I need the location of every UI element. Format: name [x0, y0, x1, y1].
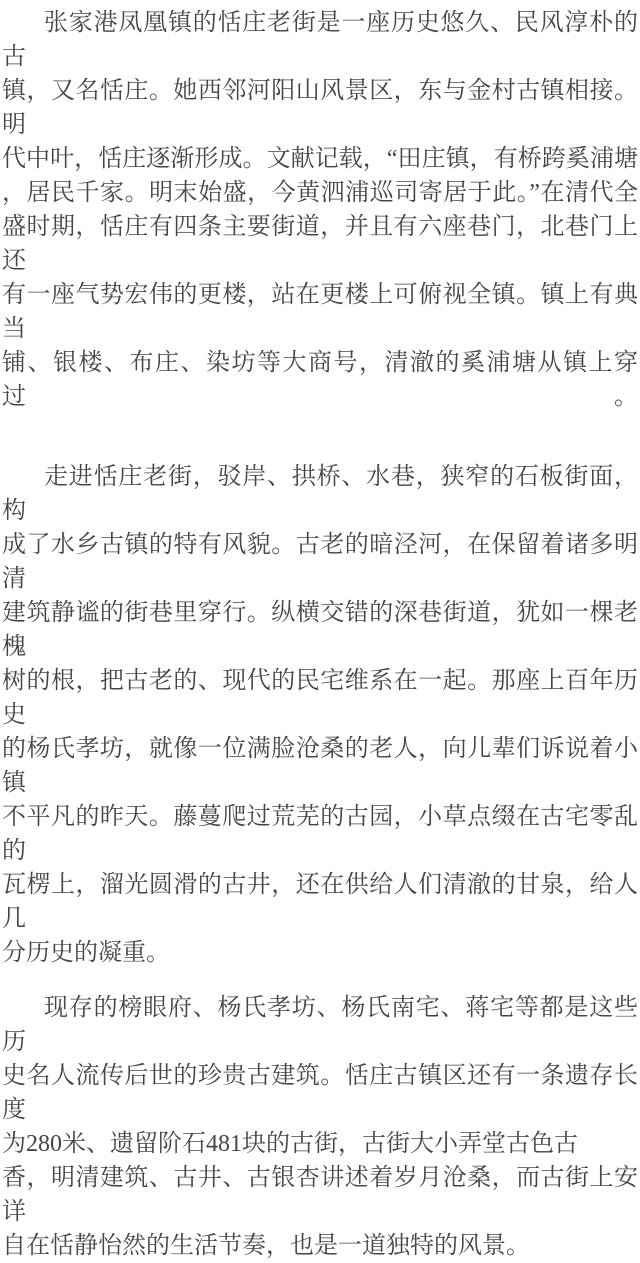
text-line: 镇，又名恬庄。她西邻河阳山风景区，东与金村古镇相接。明: [2, 78, 638, 138]
text-line: 铺、银楼、布庄、染坊等大商号，清澈的奚浦塘从镇上穿过。: [2, 350, 638, 410]
text-line: 建筑静谧的街巷里穿行。纵横交错的深巷街道，犹如一棵老槐: [2, 600, 638, 660]
text-line: 分历史的凝重。: [2, 940, 170, 966]
text-line: 史名人流传后世的珍贵古建筑。恬庄古镇区还有一条遗存长度: [2, 1063, 638, 1123]
text-line: 现存的榜眼府、杨氏孝坊、杨氏南宅、蒋宅等都是这些历: [2, 995, 638, 1055]
text-line: 自在恬静怡然的生活节奏，也是一道独特的风景。: [2, 1233, 530, 1259]
text-line: 盛时期，恬庄有四条主要街道，并且有六座巷门，北巷门上还: [2, 214, 638, 274]
text-line: 张家港凤凰镇的恬庄老街是一座历史悠久、民风淳朴的古: [2, 10, 638, 70]
text-line: 的杨氏孝坊，就像一位满脸沧桑的老人，向儿辈们诉说着小镇: [2, 736, 638, 796]
text-line: 树的根，把古老的、现代的民宅维系在一起。那座上百年历史: [2, 668, 638, 728]
text-line: 有一座气势宏伟的更楼，站在更楼上可俯视全镇。镇上有典当: [2, 282, 638, 342]
text-line: 代中叶，恬庄逐渐形成。文献记载，“田庄镇，有桥跨奚浦塘: [2, 146, 638, 172]
text-line: 成了水乡古镇的特有风貌。古老的暗泾河，在保留着诸多明清: [2, 532, 638, 592]
text-line: 走进恬庄老街，驳岸、拱桥、水巷，狭窄的石板街面，构: [2, 464, 638, 524]
paragraph-3: [2, 991, 638, 1263]
text-line: 香，明清建筑、古井、古银杏讲述着岁月沧桑，而古街上安详: [2, 1165, 638, 1225]
paragraph-1: [2, 6, 638, 414]
text-line: 为280米、遗留阶石481块的古街，古街大小弄堂古色古: [2, 1131, 578, 1157]
paragraph-2: [2, 460, 638, 970]
text-line: 不平凡的昨天。藤蔓爬过荒芜的古园，小草点缀在古宅零乱的: [2, 804, 638, 864]
text-line: 瓦楞上，溜光圆滑的古井，还在供给人们清澈的甘泉，给人几: [2, 872, 638, 932]
text-line: ，居民千家。明末始盛，今黄泗浦巡司寄居于此。”在清代全: [2, 180, 638, 206]
